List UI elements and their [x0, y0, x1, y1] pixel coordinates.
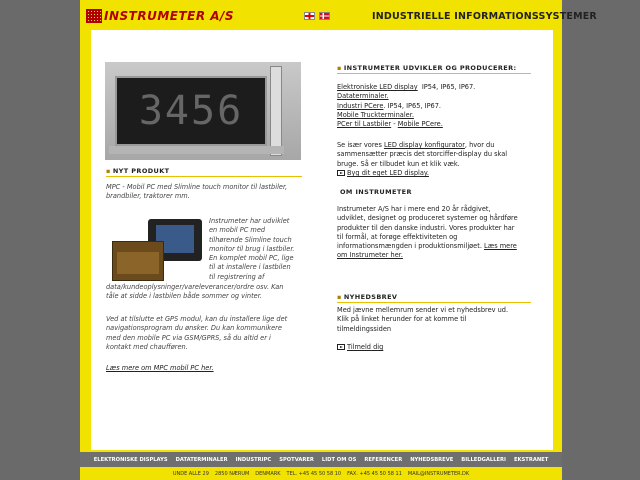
display-bracket [270, 66, 282, 156]
product-separator: - [391, 120, 398, 129]
about-heading: OM INSTRUMETER [340, 188, 412, 196]
mpc-line: navigationsprogram du ønsker. Du kan kommunikere [106, 324, 282, 333]
arrow-box-icon [337, 344, 345, 350]
footer-email[interactable]: MAIL@INSTRUMETER.DK [407, 470, 470, 477]
product-link[interactable]: Industri PCere [337, 101, 384, 110]
about-read-more-link[interactable]: om Instrumeter her. [337, 251, 403, 260]
mpc-line: tåle at sidde i lastbilen både sommer og vinter. [106, 292, 262, 301]
configurator-line [337, 141, 537, 150]
mpc-line: Instrumeter har udviklet [209, 217, 290, 225]
product-link[interactable]: PCer til Lastbiler [337, 120, 392, 129]
footer-address: UNDE ALLE 29 [172, 470, 209, 477]
nav-link-ekstranet[interactable]: EKSTRANET [513, 456, 549, 463]
mpc-read-more-link[interactable]: Læs mere om MPC mobil PC her. [106, 364, 214, 372]
about-line: Instrumeter A/S har i mere end 20 år rådgivet, [337, 205, 491, 213]
mpc-line: til registrering af [209, 272, 265, 281]
heading-rule [337, 302, 531, 303]
product-item [337, 111, 537, 120]
configurator-cta[interactable] [337, 169, 537, 178]
product-spec: IP54, IP65, IP67. [417, 83, 476, 91]
newsletter-line: Klik på linket herunder for at komme til [337, 315, 467, 324]
footer-phone: TEL. +45 45 50 58 10 [286, 470, 342, 477]
about-line [337, 242, 537, 251]
newsletter-paragraph [337, 306, 537, 334]
nav-link-dataterminaler[interactable]: DATATERMINALER [175, 456, 228, 463]
led-display-image [105, 62, 301, 160]
mpc-paragraph-2 [106, 315, 306, 352]
mpc-line: Ved at tilslutte et GPS modul, kan du installere lige det [106, 315, 288, 323]
site-tagline: INDUSTRIELLE INFORMATIONSSYSTEMER [372, 11, 597, 22]
about-paragraph [337, 205, 537, 261]
mobile-pc-box [112, 241, 164, 281]
product-list [337, 83, 537, 129]
logo[interactable] [86, 6, 234, 26]
mpc-line: en mobil PC med [209, 226, 266, 235]
language-flags [304, 12, 330, 20]
produces-heading [337, 64, 516, 72]
nav-link-industripc[interactable]: INDUSTRIPC [235, 456, 272, 463]
configurator-line: sammensætter præcis det storciffer-display du skal [337, 150, 508, 159]
heading-bullet-icon: ▪ [337, 293, 342, 301]
nav-link-om-os[interactable]: LIDT OM OS [321, 456, 357, 463]
product-spec: . IP54, IP65, IP67. [383, 101, 442, 110]
nav-link-referencer[interactable]: REFERENCER [364, 456, 403, 463]
led-display-panel [115, 76, 267, 146]
newsletter-heading [337, 293, 397, 301]
logo-grid-icon [86, 9, 102, 23]
product-link[interactable]: Dataterminaler. [337, 92, 389, 101]
newsletter-heading-text: NYHEDSBREV [343, 293, 398, 301]
arrow-box-icon [337, 170, 345, 176]
heading-rule [337, 73, 531, 74]
nav-link-billedgalleri[interactable]: BILLEDGALLERI [461, 456, 506, 463]
text: , hvor du [464, 141, 495, 149]
led-display-digits: 3456 [138, 88, 244, 134]
product-item [337, 120, 537, 129]
bottom-nav [80, 452, 562, 467]
configurator-line: bruge. Så er tilbudet kun et klik væk. [337, 159, 460, 168]
configurator-cta-link[interactable]: Byg dit eget LED display. [347, 168, 429, 177]
newsletter-signup-link[interactable]: Tilmeld dig [347, 343, 384, 351]
nav-link-nyhedsbreve[interactable]: NYHEDSBREVE [410, 456, 454, 463]
footer-country: DENMARK [255, 470, 281, 477]
produces-heading-text: INSTRUMETER UDVIKLER OG PRODUCERER: [343, 64, 517, 72]
about-line [337, 251, 537, 260]
nav-link-spotvarer[interactable]: SPOTVARER [279, 456, 314, 463]
product-link[interactable]: Elektroniske LED display [337, 83, 418, 91]
newsletter-line: Med jævne mellemrum sender vi et nyhedsbrev ud. [337, 306, 509, 314]
uk-flag-icon[interactable] [304, 12, 315, 20]
newsletter-line: tilmeldingssiden [337, 324, 392, 333]
mpc-line: monitor til brug i lastbiler. [209, 244, 295, 253]
about-read-more-link[interactable]: Læs mere [484, 242, 517, 251]
configurator-link[interactable]: LED display konfigurator [383, 141, 465, 149]
text: informationsmængden i produktionsmiljøet. [337, 242, 482, 251]
logo-text: INSTRUMETER A/S [104, 9, 235, 23]
dk-flag-icon[interactable] [319, 12, 330, 20]
mpc-line: tilhørende Slimline touch [209, 235, 292, 244]
new-product-heading [106, 167, 170, 175]
mpc-line: til at installere i lastbilen [209, 263, 291, 272]
heading-rule [106, 176, 302, 177]
about-line: til formål, at forøge effektiviteten og [337, 232, 458, 241]
heading-bullet-icon: ▪ [337, 64, 342, 72]
about-line: produkter til den danske industri. Vores produkter har [337, 223, 515, 232]
product-item [337, 102, 537, 111]
heading-bullet-icon: ▪ [106, 167, 111, 175]
display-base [109, 146, 284, 154]
mpc-line: data/kundeoplysninger/vareleverancer/ordre osv. Kan [106, 283, 284, 291]
footer-city: 2850 NÆRUM [214, 470, 250, 477]
mpc-paragraph-1 [209, 217, 305, 282]
newsletter-signup[interactable] [337, 343, 383, 352]
product-link[interactable]: Mobile PCere. [397, 120, 443, 129]
box-face [117, 252, 159, 274]
address-footer [80, 467, 562, 480]
about-line: udviklet, designet og produceret systemer og hårdføre [337, 214, 518, 223]
new-product-heading-text: NYT PRODUKT [112, 167, 170, 175]
mpc-line: med den mobile PC via GSM/GPRS, så du altid er i [106, 333, 271, 342]
nav-link-displays[interactable]: ELEKTRONISKE DISPLAYS [93, 456, 168, 463]
mpc-line: kontakt med chaufføren. [106, 342, 188, 351]
mpc-line: En komplet mobil PC, lige [209, 254, 294, 263]
mpc-paragraph-1-tail [106, 283, 306, 302]
mobile-pc-image [108, 217, 206, 283]
text: Se især vores [337, 141, 384, 149]
footer-fax: FAX. +45 45 50 58 11 [347, 470, 402, 477]
product-item [337, 83, 537, 92]
mpc-intro: MPC - Mobil PC med Slimline touch monitor til lastbiler, brandbiler, traktorer mm. [106, 183, 288, 201]
configurator-paragraph [337, 141, 537, 178]
product-item [337, 92, 537, 101]
product-link[interactable]: Mobile Truckterminaler. [337, 110, 414, 119]
